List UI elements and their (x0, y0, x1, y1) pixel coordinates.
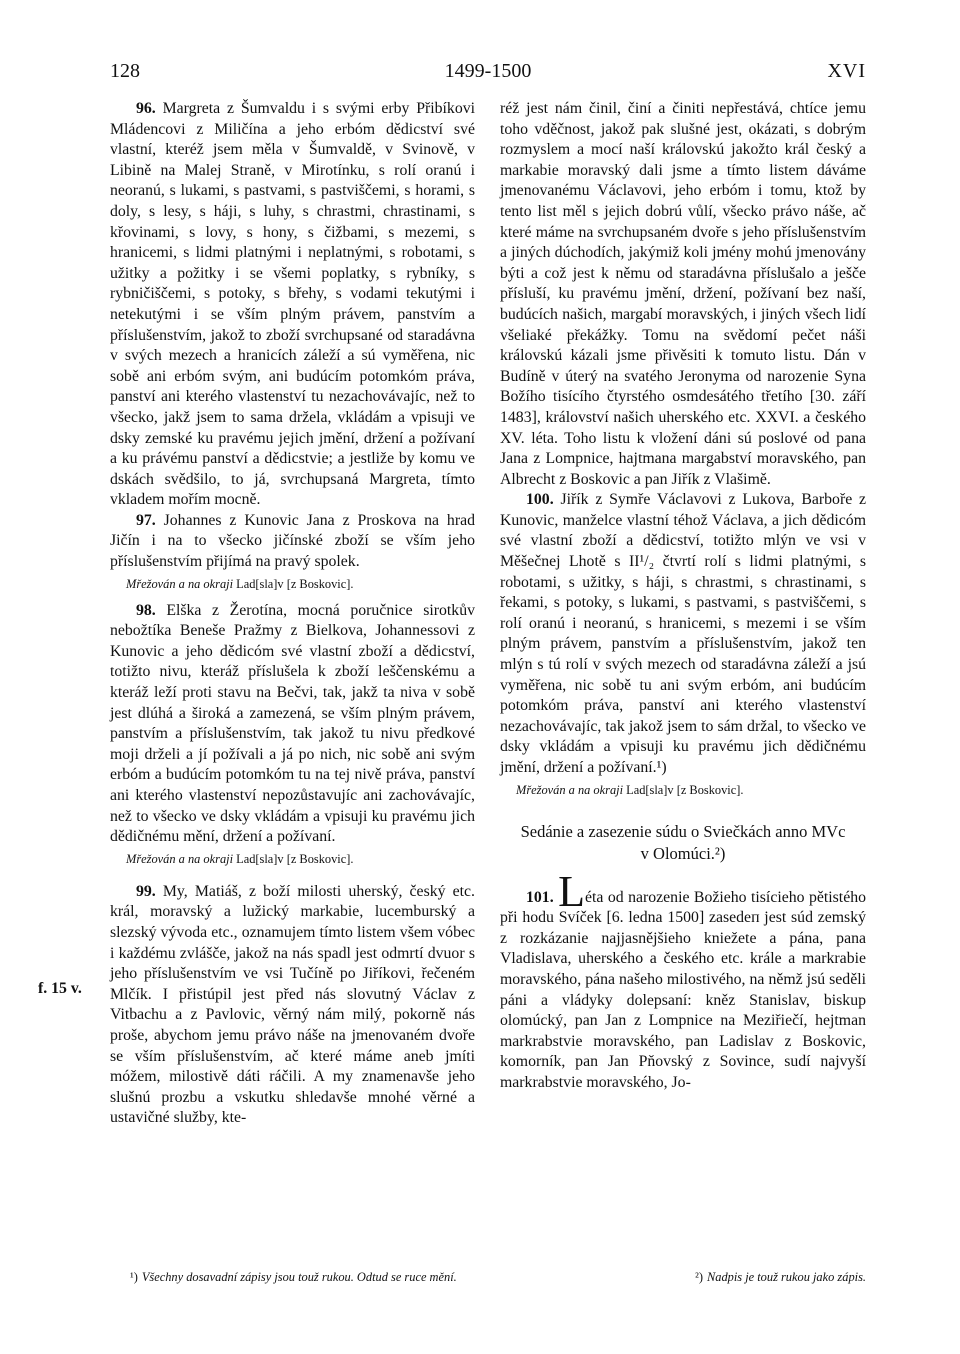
entry-text: Johannes z Kunovic Jana z Proskova na hrad Jičín i na to všecko jičínské zboží se vším jeho příslušenstvím přijímá na pravý spolek. (110, 511, 476, 571)
right-column (500, 99, 866, 1094)
footnote-text: Nadpis je touž rukou jako zápis. (706, 1270, 866, 1284)
entry-note (126, 850, 475, 868)
note-italic: Mřežován a na okraji (126, 851, 234, 866)
note-plain: Lad[sla]v [z Boskovic]. (236, 576, 354, 591)
entry-text: My, Matiáš, z boží milosti uherský, český etc. král, moravský a lužický markabie, lucemburský a slezský vývoda etc., oznamujem tímto listem všem vóbec i každému zvlášče, jakož na nás spadl jest odmrtí dvuor s jeho příslušenstvím ve vsi Tučíně po Jiříkovi, řečeném Mlčík. I přistúpil jest před nás slovutný Václav z Vitbachu a z Pavlovic, věrný nám milý, pokorně nás proše, abychom jemu právo náše na jmenovaném dvoře se vším příslušenstvím, ač které máme aneb jmíti móžem, milostivě dáti ráčili. A my znamenavše jeho slušnú prozbu a vskutku shledavše mnohé věrné a ustavičné služby, kte- (110, 882, 476, 1127)
footnote-2 (695, 1270, 866, 1285)
entry-number: 96. (136, 100, 156, 117)
footnote-marker: ¹) (130, 1270, 138, 1284)
entry-99-continued: réž jest nám činil, činí a činiti nepřestává, chtíce jemu toho vděčnost, jakož pak slušné jest, okázati, s dobrým rozmyslem a mocí naší královskú jakožto král český a markabie moravský dali jsme a tímto listem dáváme jmenovanému Václavovi, jeho erbóm i tomu, ktož by tento list měl s jejich dobrú vůlí, všecko právo náše, ač které máme na svrchupsaném dvoře s jeho příslušenstvím a jiných dúchodích, jakýmiž koli jmény mohú jmenovány býti a což jest k němu od staradávna příslušalo a ješče přísluší, ku pravému jmění, držení, požívaní bez naší, budúcích našich, margabí moravských, i jiných všech lidí všeliaké překážky. Tomu na svědomí pečet náši královskú kázali jsme přivěsiti k tomuto listu. Dán v Budíně v úterý na svatého Jeronyma od narozenie Syna Božího tisícího čtyrstého osmdesátého třetího [30. září 1483], království našich uherského etc. XXVI. a českého XV. léta. Toho listu k vložení dáni sú poslové od pana Jana z Lompnice, hajtmana margabství moravského, pan Albrecht z Boskovic a pan Jiřík z Vlašimě. (500, 100, 866, 488)
entry-text: éta od narozenie Božieho tisícieho pětistého při hodu Svíček [6. ledna 1500] zasedeп jest súd zemský z rozkázanie najjasnějšieho kniežete a pána, pana Vladislava, uherského a českého etc. krále a markrabie moravského, pána našeho milostivého, na němž jsú seděli páni a vládyky dolepsaní: kněz Stanislav, biskup olomúcký, pan Jan z Lompnice na Meziřiečí, hejtman markrabstvie moravského, pan Ladislav z Boskovic, komorník, pan Jan Pňovský z Sovince, sudí najvyší markrabstvie moravského, Jo- (500, 888, 867, 1091)
entry-number: 101. (526, 888, 554, 906)
footnote-1 (130, 1270, 457, 1285)
entry-number: 97. (136, 511, 156, 529)
folio-margin-note: f. 15 v. (38, 980, 82, 997)
entry-100 (500, 490, 866, 778)
drop-cap: L (558, 866, 585, 916)
left-column (110, 99, 475, 1129)
note-plain: Lad[sla]v [z Boskovic]. (626, 782, 744, 797)
entry-99 (110, 882, 475, 1129)
note-italic: Mřežován a na okraji (126, 576, 234, 591)
entry-96 (110, 99, 475, 511)
entry-101 (500, 866, 867, 1094)
note-italic: Mřežován a na okraji (516, 782, 624, 797)
entry-number: 99. (136, 882, 156, 900)
entry-text: Jiřík z Symře Václavovi z Lukova, Barboře z Kunovic, manželce vlastní téhož Václava, a jich dědicóm své vlastní zboží a dědicství, totižto mlýn ve vsi v Měšečnej Lhotě s II¹/₂ čtvrtí rolí s lidmi platnými, s robotami, s užitky, s háji, s chrastmi, s chrastinami, s řekami, s potoky, s lukami, s pastvami, s pastviščemi, s rolí oranú i neoranú, s hranicemi, s mezemi i se vším plným právem, panstvím a příslušenstvím, jakož ten mlýn s tú rolí v svých mezech od staradávna záleží a jsú vyměřena, nic sobě tu ani svým erbóm, ani budúcím potomkóm práva, panství ani kterého vlastenství nezachovávajíc, tak jakož jsem to sám držal, to všecko ve dsky vkládám a vpisuji ku pravému jich dědičnému jmění, držení a požívaní.¹) (500, 491, 867, 776)
note-plain: Lad[sla]v [z Boskovic]. (236, 851, 354, 866)
section-heading-line2: v Olomúci.²) (640, 843, 726, 863)
volume-number: XVI (827, 60, 866, 82)
entry-note (516, 781, 866, 799)
section-heading-line1: Sedánie a zasezenie súdu o Sviečkách anno MVc (520, 821, 846, 841)
entry-number: 100. (526, 491, 554, 509)
page-number: 128 (110, 60, 140, 82)
page-header (110, 60, 866, 88)
entry-text: Margreta z Šumvaldu i s svými erby Přibíkovi Mládencovi z Miličína a jeho erbóm dědicství své vlastní, kteréž jsem měla v Šumvaldě, v Svinově, v Libině na Malej Straně, v Mirotínku, s rolí oranú i neoranú, s lukami, s pastvami, s pastviščemi, s horami, s doly, s lesy, s háji, s luhy, s chrastmi, chrastinami, s křovinami, s lovy, s hony, s čižbami, s mezemi, s hranicemi, s lidmi platnými i neplatnými, s robotami, s užitky a požitky i se všemi poplatky, s rybníky, s rybničiščemi, s potoky, s břehy, s vodami tekutými i netekutými i se vším plným právem, panstvím a příslušenstvím, jakož to zboží svrchupsané od staradávna v svých mezech a hranicích záleží a sú vyměřena, nic sobě ani erbóm svým, ani budúcím potomkóm práva, panství ani kterého vlastenství tu nezachovávajíc, než to všecko, jakž jsem to sama držela, vkládám a vpisuji ve dsky zemské ku pravému jejich jmění, držení a požívaní a ku právému panství a dědicstvie; a jestliže by komu ve dskách svědšilo, to já, svrchupsaná Margreta, tímto vkladem mořím mocně. (110, 100, 476, 509)
section-heading (500, 821, 866, 865)
footnote-text: Všechny dosavadní zápisy jsou touž rukou. Odtud se ruce mění. (141, 1270, 457, 1284)
entry-note (126, 575, 475, 593)
footnote-marker: ²) (695, 1270, 703, 1284)
running-title-years: 1499-1500 (444, 60, 532, 82)
entry-text: Elška z Žerotína, mocná poručnice sirotkův nebožtíka Beneše Pražmy z Bielkova, Johannessovi z Kunovic a jeho dědicóm své vlastní zboží a dědicství, totižto nivu, kteráž příslušela k zboží leščenskému a kteráž leží proti stavu na Bečvi, tak, jakž ta niva v sobě jest dlúhá a široká a zamezená, se vším plným právem, panstvím a příslušenstvím, tak jakož tu nivu předkové moji drželi a jí požívali a já po nich, nic sobě ani svým erbóm a budúcím potomkóm tu na tej nivě práva, panství ani kterého vlastenství nepozůstavujíc ani zachovávajíc, než to všecko ve dsky vkládám a vpisuji ku pravému jich dědičnému mění, držení a požívaní. (110, 601, 475, 846)
entry-97 (110, 511, 475, 573)
entry-98 (110, 601, 475, 848)
entry-number: 98. (136, 601, 156, 619)
